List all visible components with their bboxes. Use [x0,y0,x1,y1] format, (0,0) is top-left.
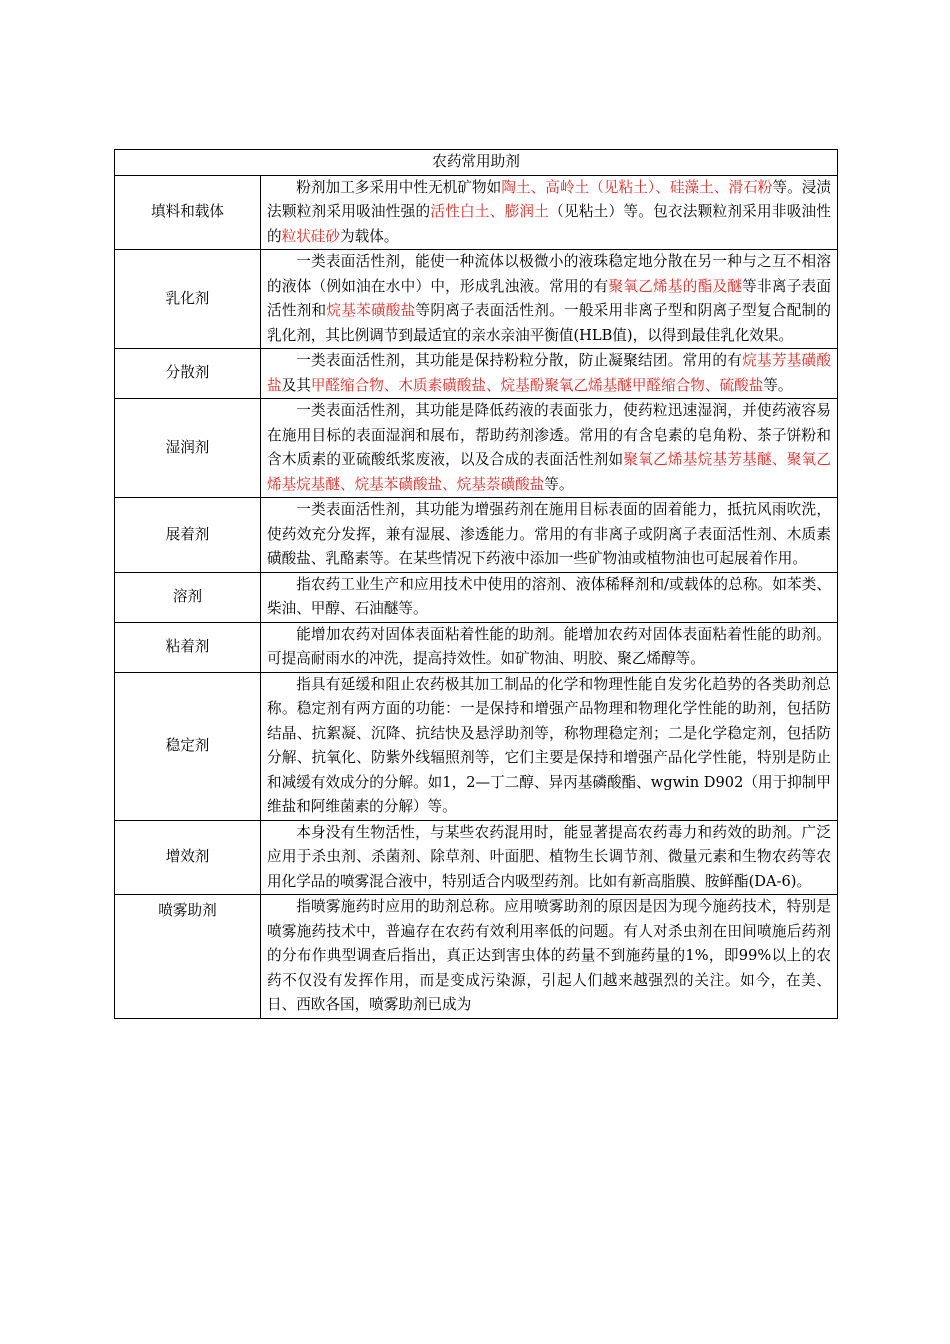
text-segment: （见粘土）等。包衣法颗粒剂采用非吸油性的 [267,203,831,245]
row-description [261,175,838,250]
text-segment: 能增加农药对固体表面粘着性能的助剂。能增加农药对固体表面粘着性能的助剂。可提高耐雨水的冲洗，提高持效性。如矿物油、明胶、聚乙烯醇等。 [267,625,832,667]
text-segment: 等。浸渍法颗粒剂采用吸油性强的 [267,178,831,220]
text-segment: 粉剂加工多采用中性无机矿物如 [296,178,502,196]
text-segment: 等阴离子表面活性剂。一般采用非离子型和阴离子型复合配制的乳化剂，其比例调节到最适宜的亲水亲油平衡值(HLB值)，以得到最佳乳化效果。 [267,302,831,344]
row-label: 粘着剂 [115,622,261,672]
row-label: 分散剂 [115,349,261,399]
highlighted-term: 陶土、高岭土（见粘土）、硅藻土、滑石粉 [501,178,773,196]
table-row [115,349,838,399]
row-label: 湿润剂 [115,399,261,498]
row-label: 溶剂 [115,572,261,622]
table-row [115,250,838,349]
text-segment: 及其 [281,376,311,394]
description-paragraph [267,349,831,398]
row-description [261,349,838,399]
description-paragraph [267,623,831,672]
row-label: 增效剂 [115,820,261,895]
description-paragraph [267,250,831,348]
highlighted-term: 粒状硅砂 [281,227,340,245]
text-segment: 为载体。 [340,227,399,245]
text-segment: 指农药工业生产和应用技术中使用的溶剂、液体稀释剂和/或载体的总称。如苯类、柴油、甲醇、石油醚等。 [267,575,832,617]
additives-table [114,149,838,1019]
table-row [115,672,838,820]
description-paragraph [267,821,831,895]
row-label: 喷雾助剂 [115,895,261,1019]
text-segment: 等。 [763,376,793,394]
table-title: 农药常用助剂 [115,150,838,176]
table-row [115,175,838,250]
highlighted-term: 活性白土、膨润土 [430,203,550,220]
row-description [261,820,838,895]
text-segment: 指喷雾施药时应用的助剂总称。应用喷雾助剂的原因是因为现今施药技术，特别是喷雾施药技术中，普遍存在农药有效利用率低的问题。有人对杀虫剂在田间喷施后药剂的分布作典型调查后指出，真正达到害虫体的药量不到施药量的1%，即99%以上的农药不仅没有发挥作用，而是变成污染源，引起人们越来越强烈的关注。如今，在美、日、西欧各国，喷雾助剂已成为 [267,898,832,1013]
text-segment: 一类表面活性剂，能使一种流体以极微小的液珠稳定地分散在另一种与之互不相溶的液体（例如油在水中）中，形成乳浊液。常用的有 [267,253,832,295]
row-description [261,498,838,573]
table-row [115,399,838,498]
table-row [115,622,838,672]
table-row [115,572,838,622]
description-paragraph [267,673,831,820]
table-row [115,820,838,895]
description-paragraph [267,176,831,250]
row-description [261,622,838,672]
row-description [261,672,838,820]
text-segment: 一类表面活性剂，其功能为增强药剂在施用目标表面的固着能力，抵抗风雨吹洗，使药效充分发挥，兼有湿展、渗透能力。常用的有非离子或阴离子表面活性剂、木质素磺酸盐、乳酪素等。在某些情况下药液中添加一些矿物油或植物油也可起展着作用。 [267,501,832,567]
table-row [115,895,838,1019]
description-paragraph [267,895,831,1018]
row-label: 乳化剂 [115,250,261,349]
row-description [261,572,838,622]
description-paragraph [267,399,831,497]
table-body [115,150,838,1019]
table-row [115,498,838,573]
highlighted-term: 甲醛缩合物、木质素磺酸盐、烷基酚聚氧乙烯基醚甲醛缩合物、硫酸盐 [310,376,764,394]
text-segment: 一类表面活性剂，其功能是降低药液的表面张力，使药粒迅速湿润，并使药液容易在施用目标的表面湿润和展布，帮助药剂渗透。常用的有含皂素的皂角粉、茶子饼粉和含木质素的亚硫酸纸浆废液，以及合成的表面活性剂如 [267,402,832,468]
description-paragraph [267,573,831,622]
description-paragraph [267,498,831,572]
highlighted-term: 烷基苯磺酸盐 [326,302,416,319]
text-segment: 一类表面活性剂，其功能是保持粉粒分散，防止凝聚结团。常用的有 [296,352,743,369]
table-title-row [115,150,838,176]
row-description [261,399,838,498]
text-segment: 等。 [544,475,574,493]
text-segment: 等非离子表面活性剂和 [267,277,831,319]
row-description [261,250,838,349]
row-label: 展着剂 [115,498,261,573]
row-label: 稳定剂 [115,672,261,820]
row-label: 填料和载体 [115,175,261,250]
text-segment: 指具有延缓和阻止农药极其加工制品的化学和物理性能自发劣化趋势的各类助剂总称。稳定剂有两方面的功能：一是保持和增强产品物理和物理化学性能的助剂，包括防结晶、抗絮凝、沉降、抗结快及悬浮助剂等，称物理稳定剂；二是化学稳定剂，包括防分解、抗氧化、防紫外线辐照剂等，它们主要是保持和增强产品化学性能，特别是防止和减缓有效成分的分解。如1，2—丁二醇、异丙基磷酸酯、wgwin D902（用于抑制甲维盐和阿维菌素的分解）等。 [267,675,832,815]
highlighted-term: 烷基芳基磺酸盐 [267,352,832,394]
row-description [261,895,838,1019]
highlighted-term: 聚氧乙烯基的酯及醚 [608,277,743,295]
text-segment: 本身没有生物活性，与某些农药混用时，能显著提高农药毒力和药效的助剂。广泛应用于杀虫剂、杀菌剂、除草剂、叶面肥、植物生长调节剂、微量元素和生物农药等农用化学品的喷雾混合液中，特别适合内吸型药剂。比如有新高脂膜、胺鲜酯(DA-6)。 [267,823,832,890]
highlighted-term: 聚氧乙烯基烷基芳基醚、聚氧乙烯基烷基醚、烷基苯磺酸盐、烷基萘磺酸盐 [267,451,831,493]
